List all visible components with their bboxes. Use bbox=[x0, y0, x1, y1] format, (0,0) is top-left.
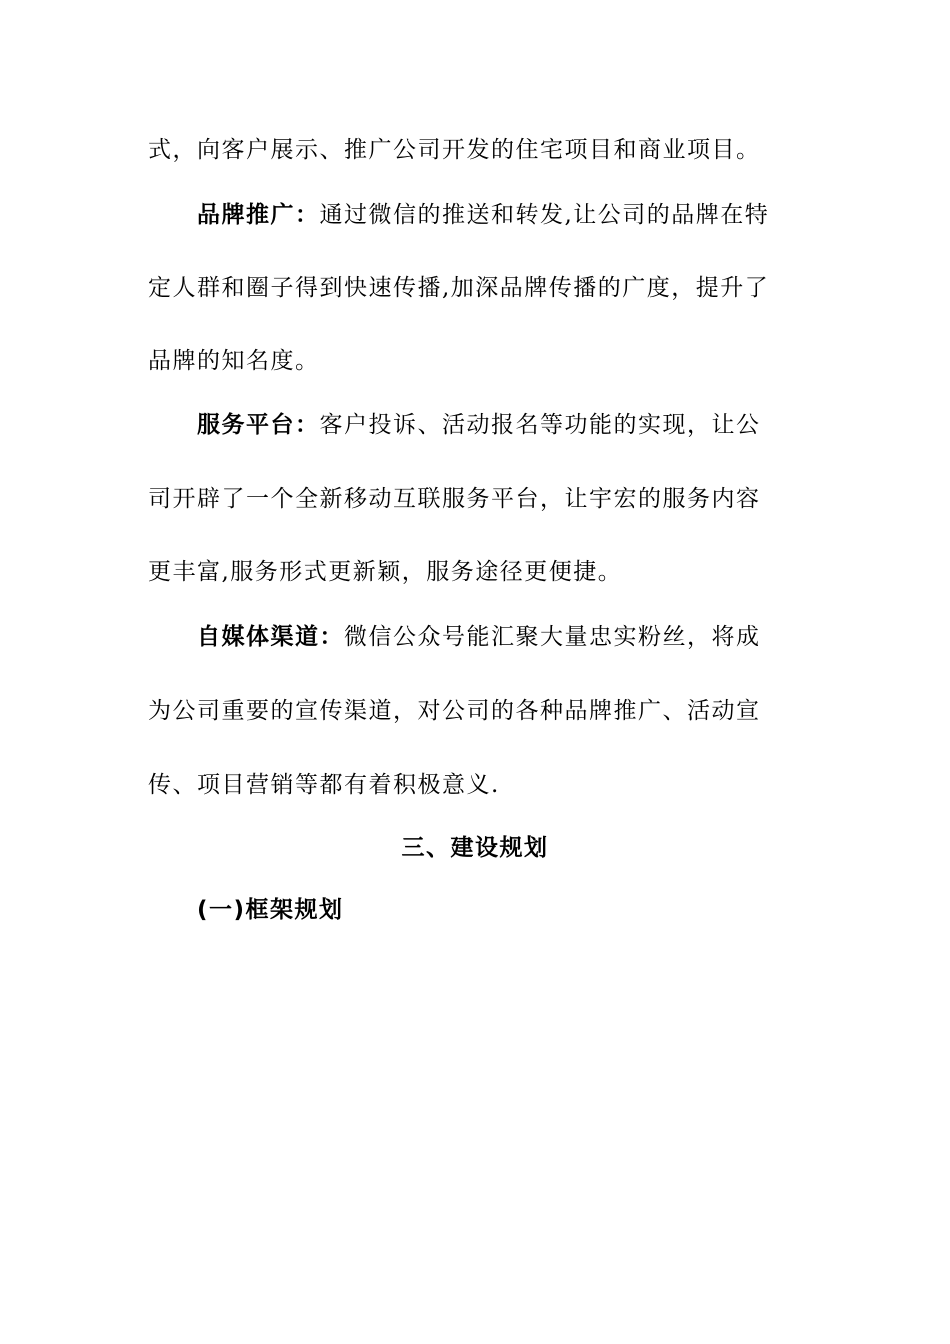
service-platform-term: 服务平台： bbox=[197, 412, 320, 438]
service-platform-text: 客户投诉、活动报名等功能的实现，让公 bbox=[319, 412, 761, 438]
section-heading: 三、建设规划 bbox=[401, 835, 549, 861]
subsection-heading: (一)框架规划 bbox=[197, 897, 344, 923]
self-media-term: 自媒体渠道： bbox=[197, 624, 344, 650]
brand-promo-line-3: 品牌的知名度。 bbox=[148, 348, 320, 374]
brand-promo-line-1 bbox=[197, 200, 808, 230]
service-platform-line-2: 司开辟了一个全新移动互联服务平台，让宇宏的服务内容 bbox=[148, 486, 761, 512]
service-platform-line-3: 更丰富,服务形式更新颖，服务途径更便捷。 bbox=[148, 559, 623, 585]
self-media-line-2: 为公司重要的宣传渠道，对公司的各种品牌推广、活动宣 bbox=[148, 698, 761, 724]
service-platform-line-1 bbox=[197, 410, 808, 440]
intro-line-1: 式，向客户展示、推广公司开发的住宅项目和商业项目。 bbox=[148, 137, 761, 163]
brand-promo-term: 品牌推广： bbox=[197, 202, 320, 228]
self-media-line-1 bbox=[197, 622, 808, 652]
self-media-line-3: 传、项目营销等都有着积极意义. bbox=[148, 772, 500, 798]
brand-promo-text: 通过微信的推送和转发,让公司的品牌在特 bbox=[319, 202, 770, 228]
brand-promo-line-2: 定人群和圈子得到快速传播,加深品牌传播的广度，提升了 bbox=[148, 275, 770, 301]
self-media-text: 微信公众号能汇聚大量忠实粉丝，将成 bbox=[344, 624, 761, 650]
